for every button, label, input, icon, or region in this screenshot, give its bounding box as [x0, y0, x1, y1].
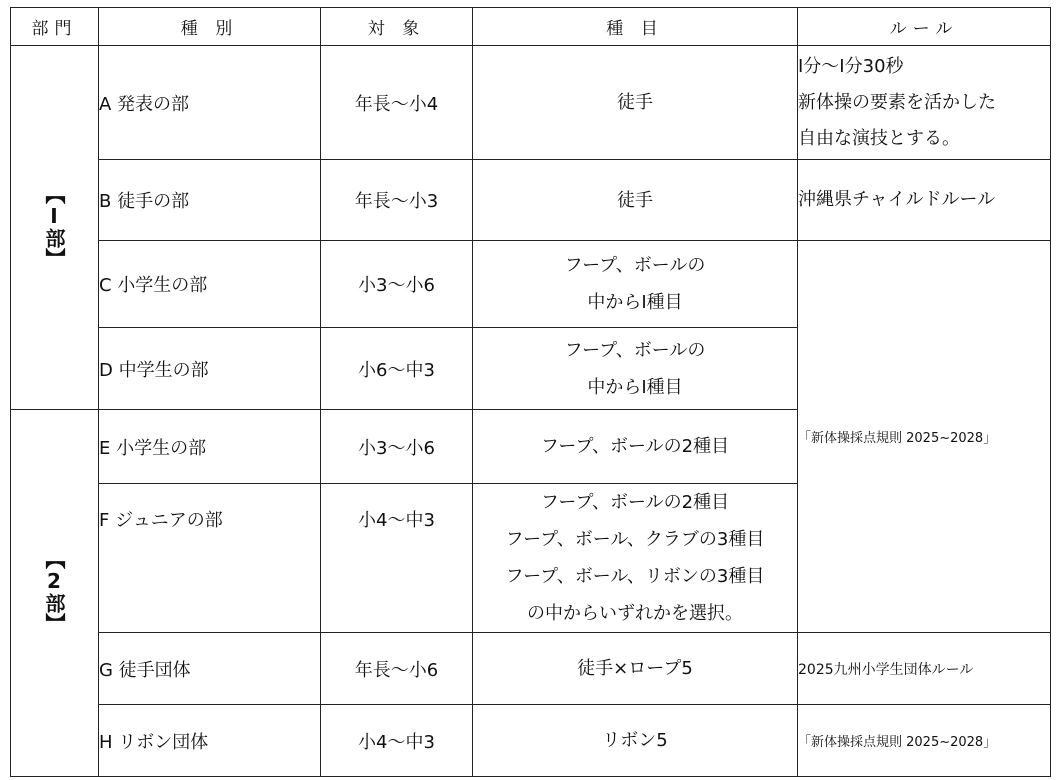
- shared-rule-cell: 「新体操採点規則 2025~2028」: [798, 241, 1051, 633]
- target-cell: 年長〜小3: [321, 160, 473, 241]
- event-line: フープ、ボールの2種目: [540, 492, 730, 513]
- table-row: [11, 705, 1051, 777]
- header-row: [11, 8, 1051, 46]
- table-row: [11, 160, 1051, 241]
- event-line: の中からいずれかを選択。: [527, 603, 743, 624]
- category-cell: F ジュニアの部: [99, 484, 321, 633]
- target-cell: 小3〜小6: [321, 241, 473, 328]
- header-division: 部門: [11, 8, 99, 46]
- event-line: 徒手×ロープ5: [577, 658, 693, 679]
- event-cell: [473, 328, 798, 410]
- event-cell: [473, 410, 798, 484]
- event-cell: [473, 484, 798, 633]
- event-line: フープ、ボールの: [564, 339, 706, 361]
- target-cell: 年長〜小4: [321, 46, 473, 160]
- rule-line: 「新体操採点規則 2025~2028」: [798, 735, 997, 750]
- event-line: 中からⅠ種目: [587, 292, 683, 313]
- event-cell: [473, 46, 798, 160]
- target-cell: 年長〜小6: [321, 633, 473, 705]
- table-row: [11, 633, 1051, 705]
- target-cell: 小4〜中3: [321, 705, 473, 777]
- rule-cell: [798, 633, 1051, 705]
- event-line: フープ、ボールの2種目: [540, 436, 730, 457]
- rule-line: 新体操の要素を活かした: [798, 91, 996, 113]
- rule-cell: [798, 160, 1051, 241]
- event-line: 徒手: [617, 189, 653, 211]
- category-cell: B 徒手の部: [99, 160, 321, 241]
- rule-line: 沖縄県チャイルドルール: [798, 189, 996, 210]
- target-cell: 小3〜小6: [321, 410, 473, 484]
- category-cell: G 徒手団体: [99, 633, 321, 705]
- event-line: フープ、ボールの: [564, 255, 706, 276]
- event-line: フープ、ボール、リボンの3種目: [505, 566, 765, 587]
- target-cell: 小4〜中3: [321, 484, 473, 633]
- category-cell: A 発表の部: [99, 46, 321, 160]
- competition-table: [10, 7, 1051, 777]
- category-cell: C 小学生の部: [99, 241, 321, 328]
- division-1-cell: [11, 46, 99, 410]
- rule-line: 2025九州小学生団体ルール: [798, 661, 974, 678]
- category-cell: H リボン団体: [99, 705, 321, 777]
- rule-line: 自由な演技とする。: [798, 127, 960, 149]
- category-cell: E 小学生の部: [99, 410, 321, 484]
- target-cell: 小6〜中3: [321, 328, 473, 410]
- rule-cell: [798, 46, 1051, 160]
- division-2-cell: [11, 410, 99, 777]
- header-target: 対 象: [321, 8, 473, 46]
- event-line: フープ、ボール、クラブの3種目: [505, 529, 765, 550]
- event-line: 徒手: [617, 92, 653, 113]
- division-1-label: 【Ⅰ部】: [42, 183, 66, 268]
- rule-line: Ⅰ分〜Ⅰ分30秒: [798, 55, 904, 77]
- header-category: 種 別: [99, 8, 321, 46]
- rule-cell: [798, 705, 1051, 777]
- event-cell: [473, 241, 798, 328]
- event-cell: [473, 160, 798, 241]
- event-line: リボン5: [602, 730, 668, 751]
- event-cell: [473, 705, 798, 777]
- event-cell: [473, 633, 798, 705]
- header-event: 種 目: [473, 8, 798, 46]
- header-rule: ルール: [798, 8, 1051, 46]
- table-row: [11, 241, 1051, 328]
- category-cell: D 中学生の部: [99, 328, 321, 410]
- event-line: 中からⅠ種目: [587, 376, 683, 398]
- table-row: [11, 46, 1051, 160]
- division-2-label: 【2部】: [42, 549, 66, 633]
